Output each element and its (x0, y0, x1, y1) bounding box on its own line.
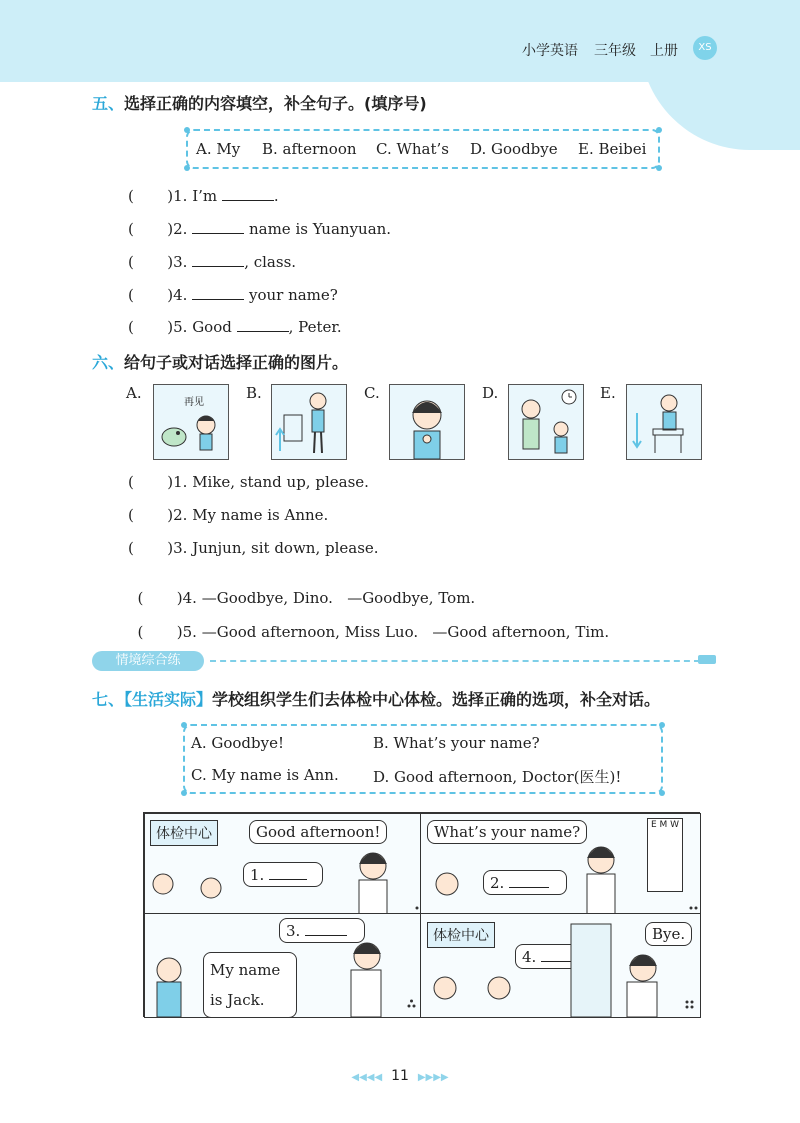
clinic-comic (143, 812, 700, 1017)
section5-question-4: ( )4. your name? (128, 286, 338, 304)
stand-up-illustration-icon (272, 385, 346, 459)
doctor-greeting-bubble: Good afternoon! (249, 820, 387, 844)
blank-3-bubble: 3. (279, 918, 365, 943)
answer-paren[interactable]: ( ) (128, 187, 174, 205)
section7-option-c: C. My name is Ann. (191, 766, 339, 784)
picture-label-b: B. (246, 384, 262, 402)
xs-badge: XS (693, 36, 717, 60)
clinic-sign-2: 体检中心 (427, 922, 495, 948)
panel-1-figures (145, 814, 421, 914)
section7-option-b: B. What’s your name? (373, 734, 540, 752)
section5-option-c: C. What’s (376, 140, 449, 158)
answer-paren[interactable]: ( ) (128, 220, 174, 238)
practice-banner: 情境综合练 (92, 651, 204, 671)
picture-label-d: D. (482, 384, 499, 402)
picture-label-e: E. (600, 384, 616, 402)
section5-option-d: D. Goodbye (470, 140, 558, 158)
blank-1-bubble: 1. (243, 862, 323, 887)
blank-4-bubble: 4. (515, 944, 599, 969)
section7-number: 七、 (92, 690, 125, 709)
picture-e-sit-down (626, 384, 702, 460)
picture-label-c: C. (364, 384, 380, 402)
doctor-question-bubble: What’s your name? (427, 820, 587, 844)
fill-blank[interactable] (237, 317, 289, 332)
picture-label-a: A. (126, 384, 142, 402)
panel-3-figures (145, 914, 421, 1017)
sit-down-illustration-icon (627, 385, 701, 459)
clinic-sign: 体检中心 (150, 820, 218, 846)
section6-question-5: ( )5. —Good afternoon, Miss Luo. —Good afternoon, Tim. (137, 623, 610, 641)
section7-option-a: A. Goodbye! (191, 734, 284, 752)
banner-divider (210, 660, 700, 662)
section5-option-b: B. afternoon (262, 140, 357, 158)
section5-option-e: E. Beibei (578, 140, 647, 158)
answer-paren[interactable]: ( ) (128, 286, 174, 304)
answer-paren[interactable]: ( ) (128, 253, 174, 271)
section7-option-d: D. Good afternoon, Doctor(医生)! (373, 768, 622, 786)
section7-instruction: 学校组织学生们去体检中心体检。选择正确的选项，补全对话。 (212, 690, 661, 709)
picture-a-goodbye (153, 384, 229, 460)
section5-question-1: ( )1. I’m . (128, 187, 279, 205)
header-volume: 上册 (650, 43, 678, 59)
answer-paren[interactable]: ( ) (128, 506, 174, 524)
section5-title (92, 91, 427, 114)
section6-question-2: ( )2. My name is Anne. (128, 506, 329, 524)
section6-question-3: ( )3. Junjun, sit down, please. (128, 539, 379, 557)
section5-instruction: 选择正确的内容填空，补全句子。(填序号) (124, 94, 427, 113)
page-footer (0, 1068, 800, 1084)
section6-number: 六、 (92, 353, 125, 372)
left-arrows-icon: ◀◀◀◀ (351, 1072, 383, 1083)
section6-title (92, 350, 348, 373)
header-grade: 三年级 (594, 43, 636, 59)
comic-panel-1 (144, 813, 422, 915)
answer-paren[interactable]: ( ) (128, 539, 174, 557)
comic-panel-4 (420, 913, 701, 1018)
right-arrows-icon: ▶▶▶▶ (417, 1072, 449, 1083)
eye-chart: E M W (647, 818, 683, 892)
girl-introduce-illustration-icon (390, 385, 464, 459)
pencil-icon (698, 655, 716, 664)
jack-reply-bubble: My name is Jack. (203, 952, 297, 1018)
section6-question-1: ( )1. Mike, stand up, please. (128, 473, 369, 491)
page-number: 11 (391, 1068, 409, 1084)
picture-b-stand-up (271, 384, 347, 460)
fill-blank[interactable] (192, 285, 244, 300)
picture-c-introduce (389, 384, 465, 460)
picture-a-caption: 再见 (184, 397, 204, 408)
teacher-student-illustration-icon (509, 385, 583, 459)
section6-instruction: 给句子或对话选择正确的图片。 (124, 353, 349, 372)
answer-paren[interactable]: ( ) (128, 473, 174, 491)
section6-question-4: ( )4. —Goodbye, Dino. —Goodbye, Tom. (137, 589, 476, 607)
header-subject: 小学英语 (522, 43, 578, 59)
comic-panel-2 (420, 813, 701, 915)
panel-2-figures (421, 814, 700, 914)
panel-4-figures (421, 914, 700, 1017)
comic-panel-3 (144, 913, 422, 1018)
section5-question-5: ( )5. Good , Peter. (128, 318, 342, 336)
doctor-bye-bubble: Bye. (645, 922, 692, 946)
answer-paren[interactable]: ( ) (128, 318, 174, 336)
section7-tag: 【生活实际】 (124, 690, 213, 709)
fill-blank[interactable] (192, 252, 244, 267)
section7-option-box (183, 724, 663, 794)
fill-blank[interactable] (222, 186, 274, 201)
fill-blank[interactable] (192, 219, 244, 234)
section5-number: 五、 (92, 94, 125, 113)
section5-question-2: ( )2. name is Yuanyuan. (128, 220, 392, 238)
section5-question-3: ( )3. , class. (128, 253, 297, 271)
blank-2-bubble: 2. (483, 870, 567, 895)
section7-title (92, 687, 660, 710)
section5-option-a: A. My (196, 140, 241, 158)
picture-d-teacher (508, 384, 584, 460)
section5-option-box (186, 129, 660, 169)
answer-paren[interactable]: ( ) (137, 589, 183, 607)
answer-paren[interactable]: ( ) (137, 623, 183, 641)
